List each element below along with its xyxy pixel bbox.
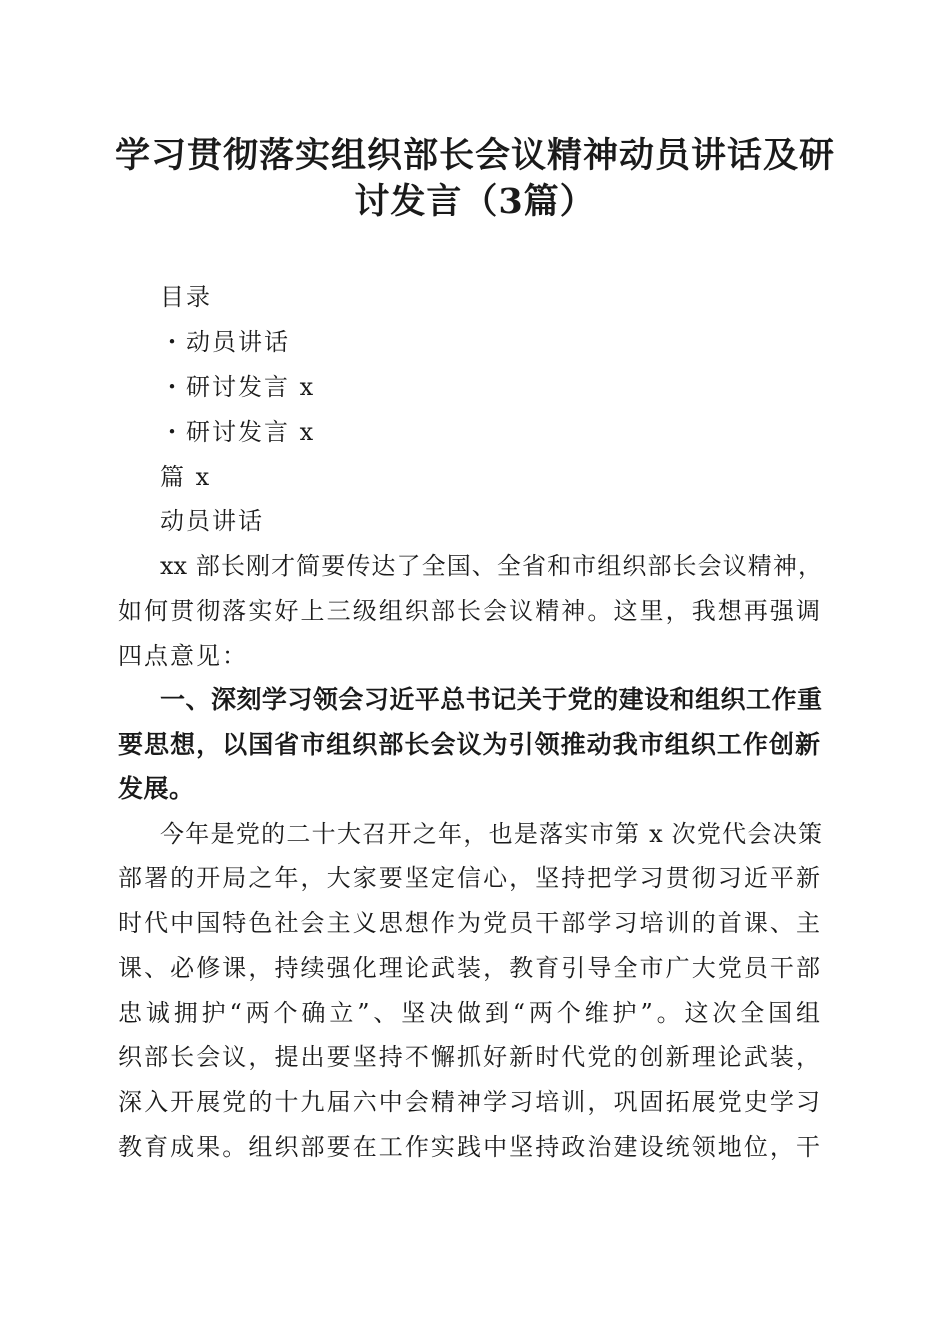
paragraph-line: xx 部长刚才简要传达了全国、全省和市组织部长会议精神， [160,552,822,580]
toc-item[interactable]: ・动员讲话 [160,328,290,356]
piece-label: 篇 x [160,463,212,491]
title-line-2: 讨发言（3篇） [354,181,596,222]
paragraph-line: 四点意见： [118,642,248,670]
section-heading-line: 发展。 [118,774,195,803]
paragraph-line: 部署的开局之年，大家要坚定信心，坚持把学习贯彻习近平新 [118,864,820,892]
paragraph-line: 时代中国特色社会主义思想作为党员干部学习培训的首课、主 [118,909,820,937]
section-heading-line: 要思想，以国省市组织部长会议为引领推动我市组织工作创新 [118,730,820,759]
paragraph-line: 深入开展党的十九届六中会精神学习培训，巩固拓展党史学习 [118,1088,820,1116]
title-line-1: 学习贯彻落实组织部长会议精神动员讲话及研 [114,135,835,176]
paragraph-line: 织部长会议，提出要坚持不懈抓好新时代党的创新理论武装， [118,1043,820,1071]
paragraph-line: 如何贯彻落实好上三级组织部长会议精神。这里，我想再强调 [118,597,820,625]
toc-heading: 目录 [160,283,212,311]
section-heading-line: 一、深刻学习领会习近平总书记关于党的建设和组织工作重 [160,685,822,714]
paragraph-line: 忠诚拥护“两个确立”、坚决做到“两个维护”。这次全国组 [118,999,820,1027]
toc-item[interactable]: ・研讨发言 x [160,418,316,446]
paragraph-line: 今年是党的二十大召开之年，也是落实市第 x 次党代会决策 [160,820,822,848]
paragraph-line: 课、必修课，持续强化理论武装，教育引导全市广大党员干部 [118,954,820,982]
paragraph-line: 教育成果。组织部要在工作实践中坚持政治建设统领地位，干 [118,1133,820,1161]
toc-item[interactable]: ・研讨发言 x [160,373,316,401]
piece-title: 动员讲话 [160,507,264,535]
document-title [100,133,850,225]
